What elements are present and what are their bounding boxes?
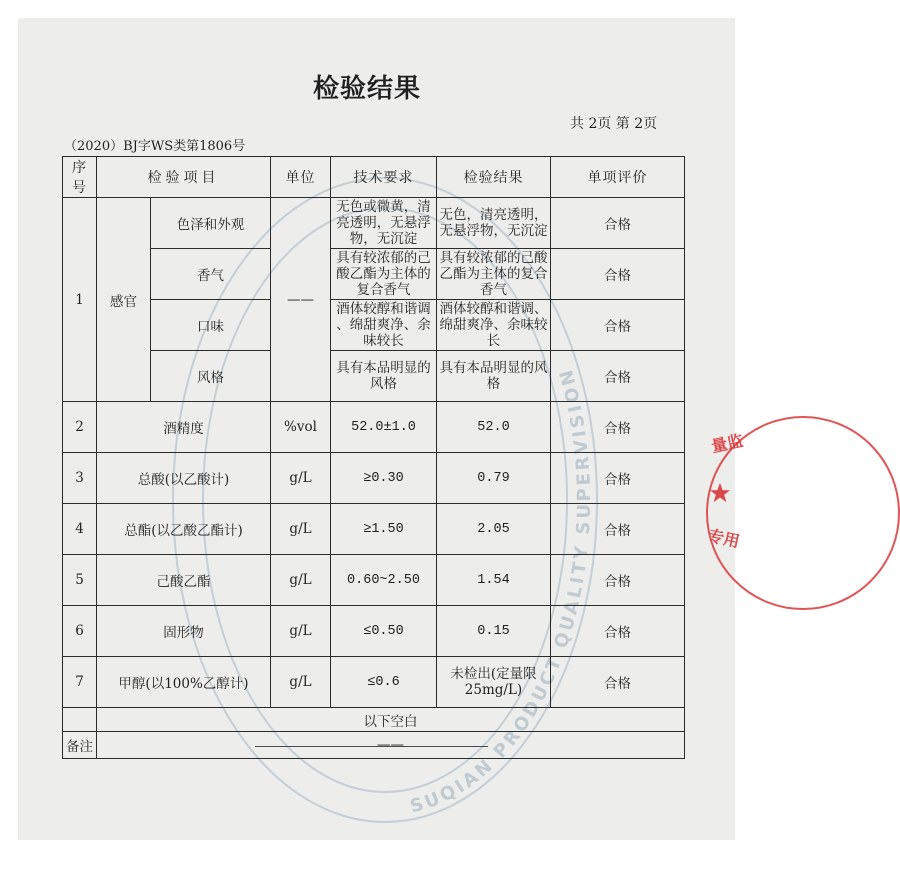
cell-unit: g/L <box>271 504 331 555</box>
stamp-text-top: 量监 <box>709 430 745 457</box>
table-row <box>63 555 685 606</box>
cell-result: 52.0 <box>437 402 551 453</box>
cell-item: 风格 <box>151 351 271 402</box>
cell-no: 1 <box>63 198 97 402</box>
table-row <box>63 351 685 402</box>
blank-note-row <box>63 708 685 732</box>
cell-item: 口味 <box>151 300 271 351</box>
document-title: 检验结果 <box>313 74 422 104</box>
cell-item: 总酯(以乙酸乙酯计) <box>97 504 271 555</box>
header-unit: 单位 <box>271 157 331 198</box>
cell-item: 己酸乙酯 <box>97 555 271 606</box>
cell-result: 具有较浓郁的己酸乙酯为主体的复合香气 <box>437 249 551 300</box>
remarks-value: —— <box>97 732 685 759</box>
cell-item: 甲醇(以100%乙醇计) <box>97 657 271 708</box>
cell-evaluation: 合格 <box>551 555 685 606</box>
page-indicator: 共 2页 第 2页 <box>570 116 658 132</box>
cell-item: 酒精度 <box>97 402 271 453</box>
cell-requirement: 无色或微黄，清亮透明，无悬浮物，无沉淀 <box>331 198 437 249</box>
cell-requirement: 具有本品明显的风格 <box>331 351 437 402</box>
cell-requirement: ≥1.50 <box>331 504 437 555</box>
cell-result: 1.54 <box>437 555 551 606</box>
header-requirement: 技术要求 <box>331 157 437 198</box>
cell-requirement: 0.60~2.50 <box>331 555 437 606</box>
cell-unit: %vol <box>271 402 331 453</box>
table-row <box>63 504 685 555</box>
cell-result: 酒体较醇和谐调、绵甜爽净、余味较长 <box>437 300 551 351</box>
cell-requirement: 酒体较醇和谐调、绵甜爽净、余味较长 <box>331 300 437 351</box>
remarks-label: 备注 <box>63 732 97 759</box>
cell-item: 固形物 <box>97 606 271 657</box>
cell-result: 0.79 <box>437 453 551 504</box>
cell-evaluation: 合格 <box>551 198 685 249</box>
cell-unit: g/L <box>271 453 331 504</box>
blank-note-empty-cell <box>63 708 97 732</box>
watermark-text: SUQIAN PRODUCT QUALITY SUPERVISION <box>407 364 596 818</box>
cell-evaluation: 合格 <box>551 249 685 300</box>
cell-unit: g/L <box>271 555 331 606</box>
table-row <box>63 657 685 708</box>
cell-evaluation: 合格 <box>551 300 685 351</box>
cell-item: 香气 <box>151 249 271 300</box>
cell-result: 具有本品明显的风格 <box>437 351 551 402</box>
table-row <box>63 300 685 351</box>
cell-result: 0.15 <box>437 606 551 657</box>
cell-evaluation: 合格 <box>551 351 685 402</box>
table-header-row <box>63 157 685 198</box>
header-no: 序号 <box>63 157 97 198</box>
cell-evaluation: 合格 <box>551 504 685 555</box>
table-row <box>63 453 685 504</box>
inspection-result-table <box>62 156 685 759</box>
cell-no: 6 <box>63 606 97 657</box>
cell-evaluation: 合格 <box>551 606 685 657</box>
cell-no: 4 <box>63 504 97 555</box>
remarks-row <box>63 732 685 759</box>
cell-result: 2.05 <box>437 504 551 555</box>
blank-note: 以下空白 <box>97 708 685 732</box>
table-row <box>63 606 685 657</box>
stamp-text-bottom: 专用 <box>706 525 742 552</box>
cell-unit: —— <box>271 198 331 402</box>
cell-group: 感官 <box>97 198 151 402</box>
cell-requirement: ≤0.50 <box>331 606 437 657</box>
cell-no: 2 <box>63 402 97 453</box>
table-row <box>63 249 685 300</box>
document-page <box>18 18 745 840</box>
cell-result: 无色，清亮透明，无悬浮物，无沉淀 <box>437 198 551 249</box>
end-line <box>255 746 488 747</box>
cell-result: 未检出(定量限25mg/L) <box>437 657 551 708</box>
cell-item: 总酸(以乙酸计) <box>97 453 271 504</box>
report-number: （2020）BJ字WS类第1806号 <box>64 139 246 154</box>
cell-no: 3 <box>63 453 97 504</box>
cell-no: 7 <box>63 657 97 708</box>
cell-evaluation: 合格 <box>551 657 685 708</box>
table-row <box>63 402 685 453</box>
cell-unit: g/L <box>271 657 331 708</box>
stamp-star-icon <box>709 482 731 504</box>
cell-requirement: ≤0.6 <box>331 657 437 708</box>
header-evaluation: 单项评价 <box>551 157 685 198</box>
cell-requirement: 具有较浓郁的己酸乙酯为主体的复合香气 <box>331 249 437 300</box>
cell-evaluation: 合格 <box>551 402 685 453</box>
cell-unit: g/L <box>271 606 331 657</box>
cell-requirement: 52.0±1.0 <box>331 402 437 453</box>
cell-evaluation: 合格 <box>551 453 685 504</box>
cell-no: 5 <box>63 555 97 606</box>
header-item: 检验项目 <box>97 157 271 198</box>
table-row <box>63 198 685 249</box>
header-result: 检验结果 <box>437 157 551 198</box>
cell-requirement: ≥0.30 <box>331 453 437 504</box>
cell-item: 色泽和外观 <box>151 198 271 249</box>
